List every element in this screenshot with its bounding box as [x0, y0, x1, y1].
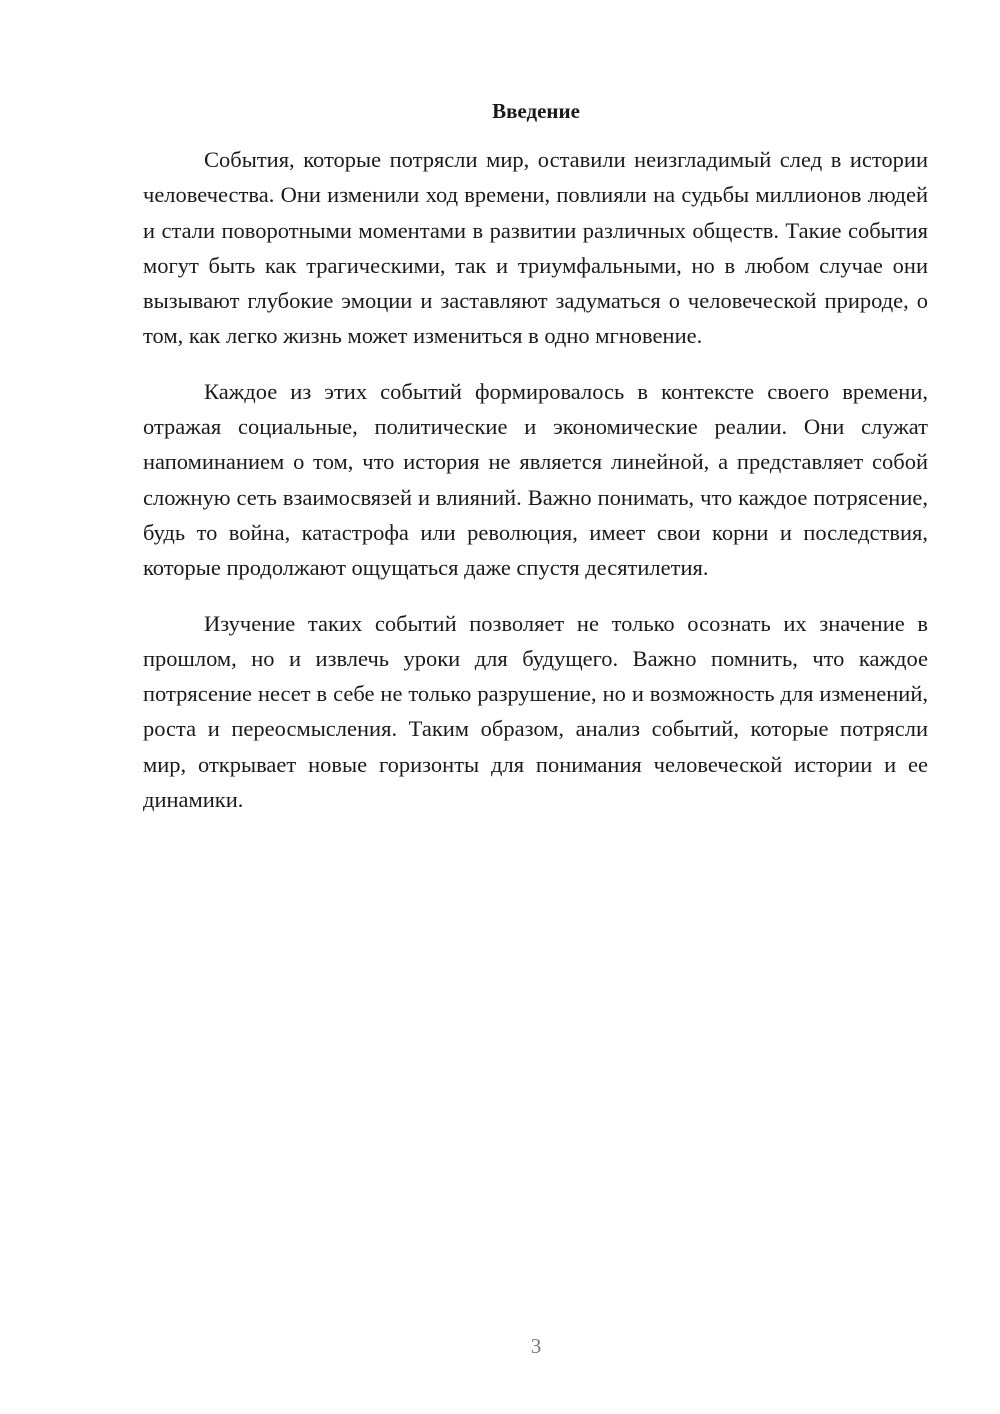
paragraph-2: Каждое из этих событий формировалось в контексте своего времени, отражая социальные, политические и экономические реалии. Они служат напоминанием о том, что история не является линейной, а представляет собой сложную сеть взаимосвязей и влияний. Важно понимать, что каждое потрясение, будь то война, катастрофа или революция, имеет свои корни и последствия, которые продолжают ощущаться даже спустя десятилетия.	[143, 378, 928, 581]
paragraph-1: События, которые потрясли мир, оставили неизгладимый след в истории человечества. Они изменили ход времени, повлияли на судьбы миллионов людей и стали поворотными моментами в развитии различных обществ. Такие события могут быть как трагическими, так и триумфальными, но в любом случае они вызывают глубокие эмоции и заставляют задуматься о человеческой природе, о том, как легко жизнь может измениться в одно мгновение.	[143, 147, 928, 349]
section-heading: Введение	[492, 99, 580, 123]
body-text	[143, 142, 928, 837]
paragraph-3: Изучение таких событий позволяет не только осознать их значение в прошлом, но и извлечь уроки для будущего. Важно помнить, что каждое потрясение несет в себе не только разрушение, но и возможность для изменений, роста и переосмысления. Таким образом, анализ событий, которые потрясли мир, открывает новые горизонты для понимания человеческой истории и ее динамики.	[143, 610, 928, 813]
page-number: 3	[530, 1334, 542, 1358]
